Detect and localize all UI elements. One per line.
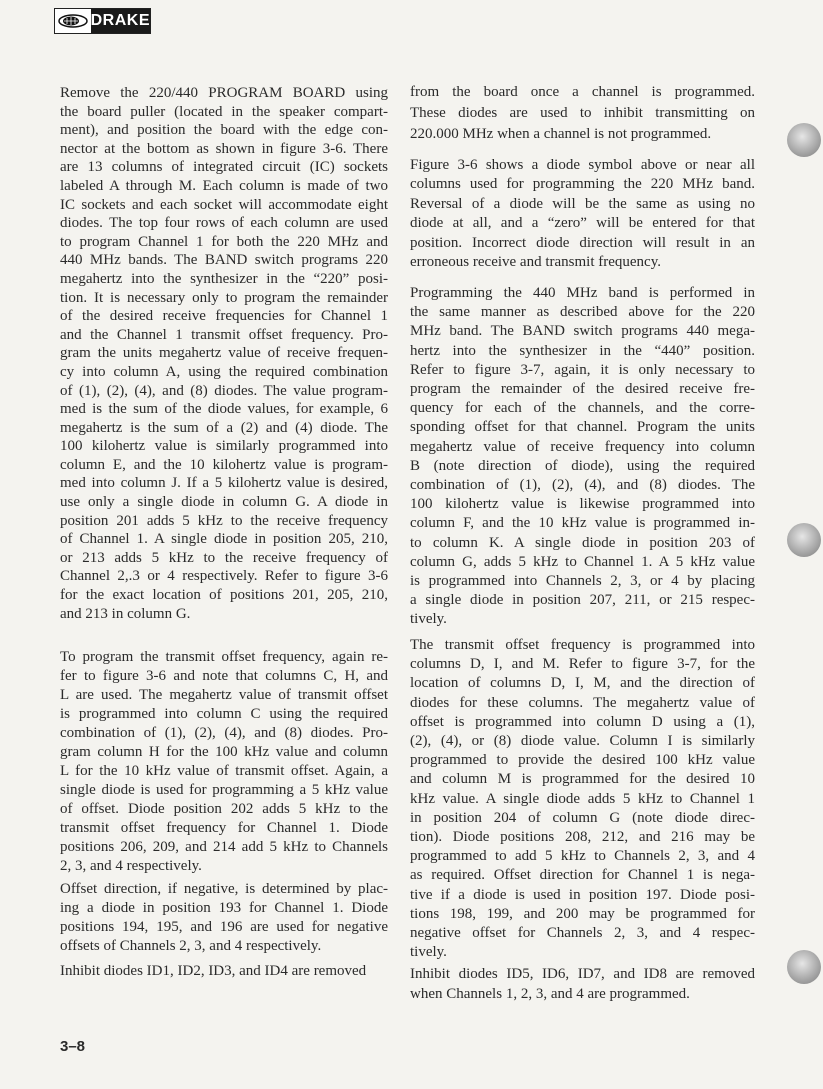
- text-line: tion. It is necessary only to program the remainder: [60, 289, 388, 306]
- text-line: location of columns D, I, M, and the direction of: [410, 675, 755, 692]
- text-line: sponding offset for that channel. Program the units: [410, 419, 755, 436]
- text-line: as required. Offset direction for Channel 1 is nega-: [410, 867, 755, 884]
- text-line: Inhibit diodes ID5, ID6, ID7, and ID8 are removed: [410, 966, 755, 982]
- text-line: fer to figure 3-6 and note that columns C, H, and: [60, 668, 388, 684]
- text-line: to column K. A single diode in position 203 of: [410, 534, 755, 551]
- text-line: when Channels 1, 2, 3, and 4 are programmed.: [410, 986, 690, 1002]
- text-line: diodes. The top four rows of each column are used: [60, 215, 388, 232]
- text-line: 100 kilohertz value is similarly programmed into: [60, 438, 388, 455]
- text-line: gram the units megahertz value of receive frequen-: [60, 345, 388, 362]
- text-line: (2), (4), or (8) diode value. Column I is similarly: [410, 733, 755, 750]
- text-line: tion). Diode positions 208, 212, and 216 may be: [410, 829, 755, 846]
- text-line: megahertz is the sum of a (2) and (4) diode. The: [60, 419, 388, 436]
- punch-hole: [787, 950, 821, 984]
- text-line: programmed to add 5 kHz to Channels 2, 3, and 4: [410, 848, 755, 865]
- text-line: to program Channel 1 for both the 220 MHz and: [60, 233, 388, 250]
- punch-hole: [787, 123, 821, 157]
- text-line: erroneous receive and transmit frequency.: [410, 254, 661, 271]
- text-line: Remove the 220/440 PROGRAM BOARD using: [60, 85, 388, 101]
- text-line: or 213 adds 5 kHz to the receive frequency of: [60, 549, 388, 566]
- text-line: quency for each of the channels, and the corre-: [410, 400, 755, 417]
- text-line: tions 198, 199, and 200 may be programmed for: [410, 905, 755, 922]
- text-line: megahertz into the synthesizer in the “220” posi-: [60, 270, 388, 287]
- text-line: Reversal of a diode will be the same as using no: [410, 195, 755, 212]
- page-number: 3–8: [60, 1038, 86, 1055]
- text-line: column G, adds 5 kHz to Channel 1. A 5 kHz value: [410, 553, 755, 570]
- paragraph: [60, 648, 388, 876]
- paragraph: [60, 962, 388, 981]
- text-line: are 13 columns of integrated circuit (IC) sockets: [60, 159, 388, 176]
- text-line: med into column J. If a 5 kilohertz value is desired,: [60, 475, 388, 492]
- text-line: for the exact location of positions 201, 205, 210,: [60, 587, 388, 604]
- punch-hole: [787, 523, 821, 557]
- text-line: ing a diode in position 193 for Channel 1. Diode: [60, 900, 388, 916]
- text-line: MHz band. The BAND switch programs 440 mega-: [410, 323, 755, 340]
- text-line: a single diode in position 207, 211, or 215 respec-: [410, 592, 755, 609]
- text-line: Channel 2,.3 or 4 respectively. Refer to figure 3-6: [60, 568, 388, 585]
- text-line: combination of (1), (2), (4), and (8) diodes. The: [410, 477, 755, 494]
- text-line: of the desired receive frequencies for Channel 1: [60, 308, 388, 325]
- text-line: use only a single diode in column G. A diode in: [60, 494, 388, 511]
- text-line: Programming the 440 MHz band is performed in: [410, 285, 755, 301]
- text-line: diodes for these columns. The megahertz value of: [410, 694, 755, 711]
- text-line: To program the transmit offset frequency, again re-: [60, 649, 388, 665]
- text-line: and column M is programmed for the desired 10: [410, 771, 755, 788]
- paragraph: [410, 636, 755, 962]
- text-line: IC sockets and each socket will accommodate eight: [60, 196, 388, 213]
- text-line: combination of (1), (2), (4), and (8) diodes. Pro-: [60, 725, 388, 741]
- text-line: of offset. Diode position 202 adds 5 kHz to the: [60, 801, 388, 817]
- text-line: program the remainder of the desired receive fre-: [410, 381, 755, 398]
- drake-emblem-icon: [55, 9, 91, 33]
- text-line: offset is programmed into column D using a (1),: [410, 713, 755, 730]
- text-line: megahertz value of receive frequency into column: [410, 438, 755, 455]
- text-line: tively.: [410, 944, 447, 961]
- text-line: is programmed into column C using the required: [60, 706, 388, 722]
- text-line: column F, and the 10 kHz value is programmed in-: [410, 515, 755, 532]
- text-line: columns used for programming the 220 MHz band.: [410, 176, 755, 193]
- text-line: Figure 3-6 shows a diode symbol above or near all: [410, 157, 755, 173]
- text-line: and the Channel 1 transmit offset frequency. Pro-: [60, 326, 388, 343]
- text-line: column E, and the 10 kilohertz value is program-: [60, 456, 388, 473]
- paragraph: [60, 880, 388, 956]
- logo-text: DRAKE: [91, 9, 150, 33]
- drake-logo: [54, 8, 151, 34]
- text-line: single diode is used for programming a 5 kHz value: [60, 782, 388, 798]
- text-line: transmit offset frequency for Channel 1. Diode: [60, 820, 388, 836]
- text-line: position 201 adds 5 kHz to the receive frequency: [60, 512, 388, 529]
- text-line: B (note direction of diode), using the required: [410, 457, 755, 474]
- text-line: labeled A through M. Each column is made of two: [60, 177, 388, 194]
- text-line: ment), and position the board with the edge con-: [60, 122, 388, 139]
- text-line: is programmed into Channels 2, 3, or 4 by placing: [410, 573, 755, 590]
- text-line: cy into column A, using the required combination: [60, 363, 388, 380]
- paragraph: [410, 156, 755, 272]
- text-line: from the board once a channel is programmed.: [410, 84, 755, 100]
- text-line: gram column H for the 100 kHz value and column: [60, 744, 388, 760]
- paragraph: [410, 284, 755, 630]
- text-line: Refer to figure 3-7, again, it is only necessary to: [410, 361, 755, 378]
- text-line: the board puller (located in the speaker compart-: [60, 103, 388, 120]
- text-line: and 213 in column G.: [60, 605, 191, 622]
- text-line: positions 206, 209, and 214 add 5 kHz to Channels: [60, 839, 388, 855]
- text-line: The transmit offset frequency is programmed into: [410, 637, 755, 653]
- text-line: of Channel 1. A single diode in position 205, 210,: [60, 531, 388, 548]
- text-line: hertz into the synthesizer in the “440” position.: [410, 342, 755, 359]
- text-line: in position 204 of column G (note diode direc-: [410, 809, 755, 826]
- text-line: tive if a diode is used in position 197. Diode posi-: [410, 886, 755, 903]
- text-line: 440 MHz bands. The BAND switch programs 220: [60, 252, 388, 269]
- text-line: kHz value. A single diode adds 5 kHz to Channel 1: [410, 790, 755, 807]
- text-line: L for the 10 kHz value of transmit offset. Again, a: [60, 763, 388, 779]
- text-line: Inhibit diodes ID1, ID2, ID3, and ID4 are removed: [60, 963, 367, 979]
- text-line: Offset direction, if negative, is determined by plac-: [60, 881, 388, 897]
- text-line: programmed to provide the desired 100 kHz value: [410, 752, 755, 769]
- text-line: the same manner as described above for the 220: [410, 304, 755, 321]
- text-line: positions 194, 195, and 196 are used for negative: [60, 919, 388, 935]
- text-line: diode at all, and a “zero” will be entered for that: [410, 215, 755, 232]
- text-line: 220.000 MHz when a channel is not programmed.: [410, 126, 712, 142]
- text-line: 100 kilohertz value is likewise programmed into: [410, 496, 755, 513]
- paragraph: [60, 84, 388, 623]
- text-line: negative offset for Channels 2, 3, and 4 respec-: [410, 925, 755, 942]
- text-line: L are used. The megahertz value of transmit offset: [60, 687, 388, 703]
- text-line: 2, 3, and 4 respectively.: [60, 858, 202, 874]
- text-line: of (1), (2), (4), and (8) diodes. The value program-: [60, 382, 388, 399]
- text-line: columns D, I, and M. Refer to figure 3-7, for the: [410, 656, 755, 673]
- text-line: offsets of Channels 2, 3, and 4 respectively.: [60, 938, 322, 954]
- text-line: med is the sum of the diode values, for example, 6: [60, 401, 388, 418]
- paragraph: [410, 964, 755, 1004]
- text-line: These diodes are used to inhibit transmitting on: [410, 105, 755, 121]
- text-line: position. Incorrect diode direction will result in an: [410, 234, 755, 251]
- text-line: tively.: [410, 611, 447, 628]
- text-line: nector at the bottom as shown in figure 3-6. There: [60, 140, 388, 157]
- paragraph: [410, 82, 755, 145]
